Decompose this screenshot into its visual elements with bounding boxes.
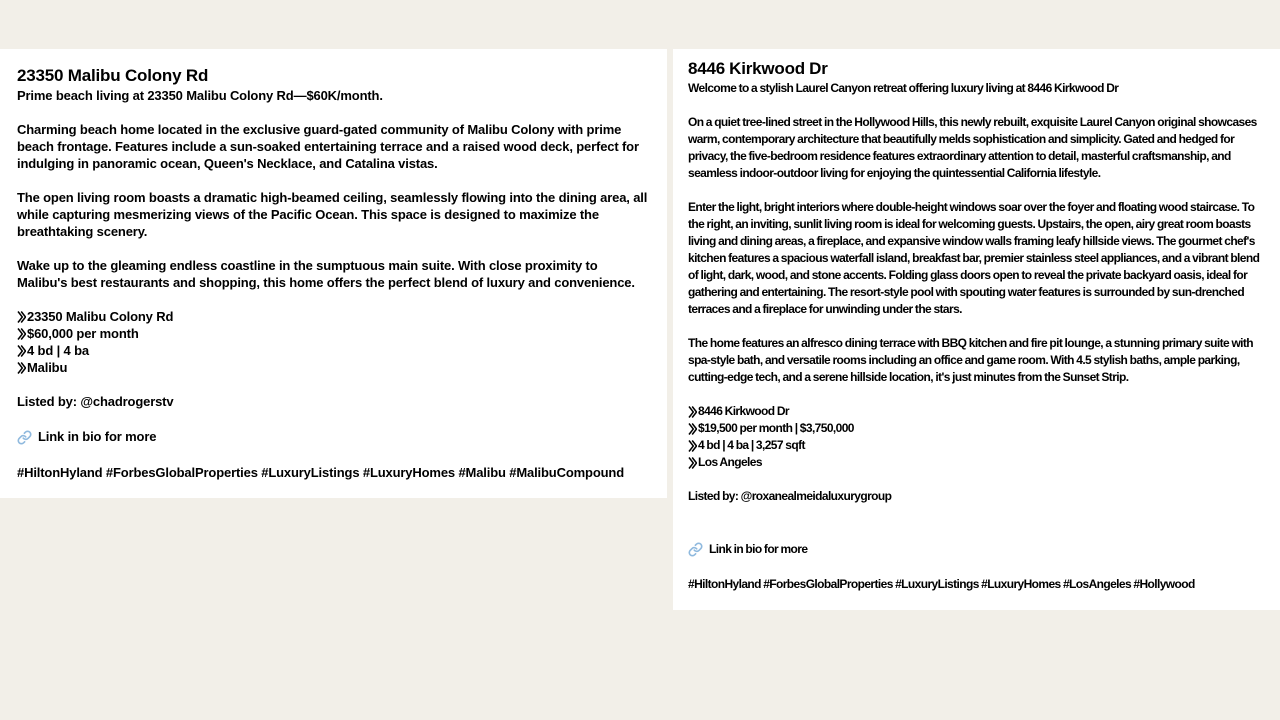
detail-text: Los Angeles (698, 455, 762, 469)
listing-paragraph: Enter the light, bright interiors where double-height windows soar over the foyer and floating wood staircase. To the right, an inviting, sunlit living room is ideal for welcoming guests. Upstairs, the open, airy great room boasts living and dining areas, a fireplace, and expansive window walls framing leafy hillside views. The gourmet chef's kitchen features a spacious waterfall island, breakfast bar, premier stainless steel appliances, and a vibrant blend of light, dark, wood, and stone accents. Folding glass doors open to reveal the private backyard oasis, ideal for gathering and entertaining. The resort-style pool with spouting water features is surrounded by sun-drenched terraces and a fireplace for unwinding under the stars. (688, 200, 1260, 316)
listing-details (688, 403, 1270, 471)
card-title: 8446 Kirkwood Dr (688, 59, 828, 78)
listing-paragraph: On a quiet tree-lined street in the Hollywood Hills, this newly rebuilt, exquisite Laurel Canyon original showcases warm, contemporary architecture that beautifully melds sophistication and simplicity. Gated and hedged for privacy, the five-bedroom residence features extraordinary attention to detail, masterful craftsmanship, and seamless indoor-outdoor living for enjoying the quintessential California lifestyle. (688, 115, 1257, 180)
hashtags: #HiltonHyland #ForbesGlobalProperties #LuxuryListings #LuxuryHomes #LosAngeles #Hollywood (688, 577, 1195, 591)
detail-text: 4 bd | 4 ba | 3,257 sqft (698, 438, 805, 452)
detail-row-location (17, 359, 650, 376)
link-in-bio-line (688, 539, 1270, 559)
detail-row-beds-baths (688, 437, 1270, 454)
listed-by: Listed by: @roxanealmeidaluxurygroup (688, 489, 892, 503)
detail-row-beds-baths (17, 342, 650, 359)
detail-row-address (17, 308, 650, 325)
listing-paragraph: The open living room boasts a dramatic high-beamed ceiling, seamlessly flowing into the dining area, all while capturing mesmerizing views of the Pacific Ocean. This space is designed to maximize the breathtaking scenery. (17, 190, 648, 239)
hashtags: #HiltonHyland #ForbesGlobalProperties #LuxuryListings #LuxuryHomes #Malibu #MalibuCompound (17, 465, 624, 480)
listing-card-kirkwood (673, 49, 1280, 610)
link-in-bio-line (17, 427, 650, 447)
double-chevron-icon (17, 311, 26, 323)
detail-row-address (688, 403, 1270, 420)
card-title: 23350 Malibu Colony Rd (17, 66, 209, 85)
double-chevron-icon (17, 345, 26, 357)
listing-paragraph: The home features an alfresco dining terrace with BBQ kitchen and fire pit lounge, a stunning primary suite with spa-style bath, and versatile rooms including an office and game room. With 4.5 stylish baths, ample parking, cutting-edge tech, and a serene hillside location, it's just minutes from the Sunset Strip. (688, 336, 1254, 384)
detail-row-price (17, 325, 650, 342)
detail-row-price (688, 420, 1270, 437)
detail-text: 23350 Malibu Colony Rd (27, 309, 174, 324)
detail-row-location (688, 454, 1270, 471)
double-chevron-icon (688, 440, 697, 452)
double-chevron-icon (17, 362, 26, 374)
detail-text: 4 bd | 4 ba (27, 343, 89, 358)
listing-details (17, 308, 650, 376)
detail-text: 8446 Kirkwood Dr (698, 404, 789, 418)
detail-text: $60,000 per month (27, 326, 139, 341)
card-subtitle: Prime beach living at 23350 Malibu Colony Rd—$60K/month. (17, 88, 383, 103)
detail-text: $19,500 per month | $3,750,000 (698, 421, 854, 435)
double-chevron-icon (17, 328, 26, 340)
listing-paragraph: Wake up to the gleaming endless coastline in the sumptuous main suite. With close proximity to Malibu's best restaurants and shopping, this home offers the perfect blend of luxury and convenience. (17, 258, 635, 290)
link-icon (688, 542, 703, 557)
link-icon (17, 430, 32, 445)
detail-text: Malibu (27, 360, 68, 375)
listing-paragraph: Charming beach home located in the exclusive guard-gated community of Malibu Colony with prime beach frontage. Features include a sun-soaked entertaining terrace and a raised wood deck, perfect for indulging in panoramic ocean, Queen's Necklace, and Catalina vistas. (17, 122, 639, 171)
listing-card-malibu (0, 49, 667, 498)
double-chevron-icon (688, 457, 697, 469)
link-text: Link in bio for more (38, 429, 157, 444)
card-subtitle: Welcome to a stylish Laurel Canyon retreat offering luxury living at 8446 Kirkwood Dr (688, 81, 1119, 95)
link-text: Link in bio for more (709, 542, 808, 556)
listed-by: Listed by: @chadrogerstv (17, 394, 174, 409)
double-chevron-icon (688, 406, 697, 418)
double-chevron-icon (688, 423, 697, 435)
